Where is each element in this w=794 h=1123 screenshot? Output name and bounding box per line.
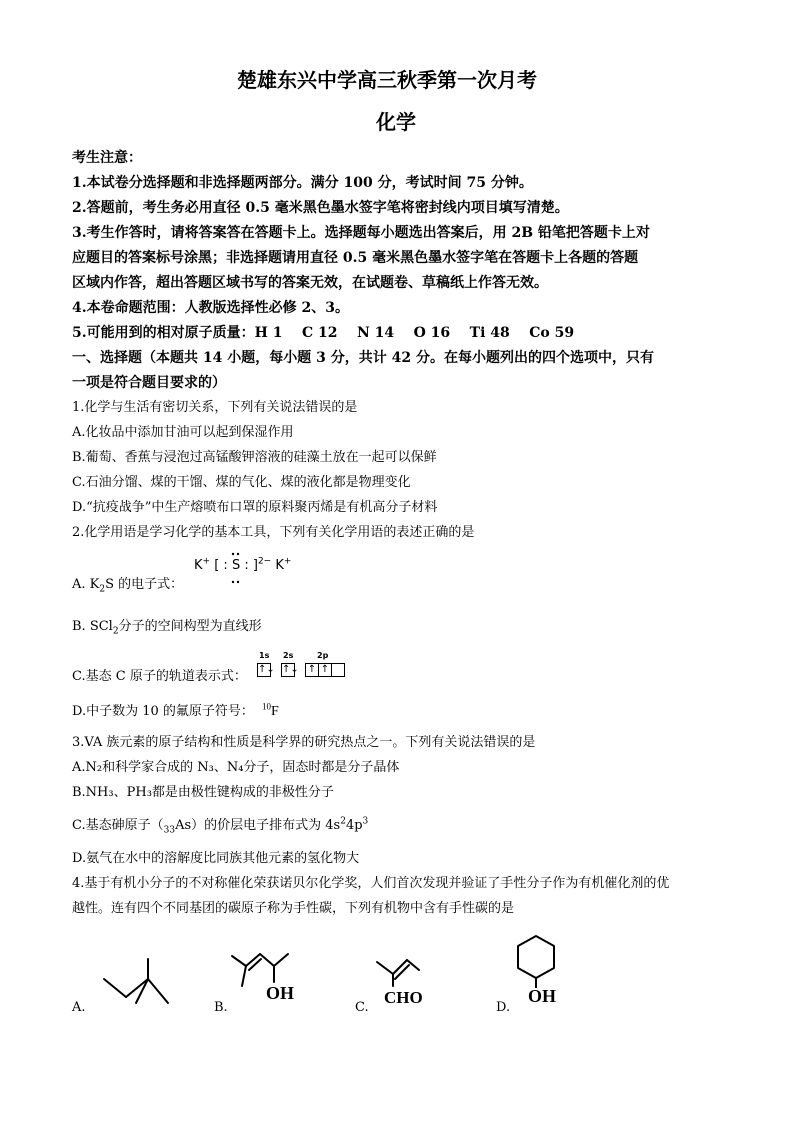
notice-item-5: 5.可能用到的相对原子质量：H 1 C 12 N 14 O 16 Ti 48 Co 59 [72,325,575,341]
q1-option-b: B.葡萄、香蕉与浸泡过高锰酸钾溶液的硅藻土放在一起可以保鲜 [72,450,437,465]
notice-heading: 考生注意： [72,150,142,166]
q3-option-a: A.N₂和科学家合成的 N₃、N₄分子，固态时都是分子晶体 [72,760,400,775]
q4-label-c: C. [355,1000,369,1015]
sulfur-lone-pair-dots [229,552,249,592]
k-ion-left: K [194,558,203,573]
q4-label-a: A. [72,1000,86,1015]
q2-option-d [72,702,279,722]
q4-label-d: D. [496,1000,511,1015]
q2-a-suffix: S 的电子式： [105,577,184,592]
q3-option-d: D.氨气在水中的溶解度比同族其他元素的氢化物大 [72,851,360,866]
q3-c-atomic-number: 33 [163,825,176,836]
bracket-close: : ] [244,558,258,573]
q1-option-a: A.化妆品中添加甘油可以起到保湿作用 [72,425,294,440]
orbital-label-2p: 2p [317,651,329,660]
q3-c-mid: As）的价层电子排布式为 4s [175,818,341,833]
nuclide-element: F [271,704,279,719]
q2-a-prefix: A. K [72,577,100,592]
q2-b-suffix: 分子的空间构型为直线形 [118,619,262,634]
notice-item-4: 4.本卷命题范围：人教版选择性必修 2、3。 [72,300,349,316]
q2-option-a [72,575,183,595]
notice-item-3-cont-1: 应题目的答案标号涂黑；非选择题请用直径 0.5 毫米黑色墨水签字笔在答题卡上各题的答题 [72,250,639,266]
nuclide-mass-number: 10 [262,701,272,712]
orbital-label-2s: 2s [283,651,294,660]
structure-a [100,955,180,1005]
orbital-box-2p-3 [331,663,345,677]
q4-label-b: B. [214,1000,228,1015]
s-charge: 2− [257,556,272,567]
q1-option-c: C.石油分馏、煤的干馏、煤的气化、煤的液化都是物理变化 [72,475,411,490]
q1-stem: 1.化学与生活有密切关系，下列有关说法错误的是 [72,400,358,415]
sulfur-symbol: S [231,558,241,573]
q2-b-prefix: B. SCl [72,619,113,634]
section-heading-line-1: 一、选择题（本题共 14 小题，每小题 3 分，共计 42 分。在每小题列出的四个选项中，只有 [72,350,654,366]
k-ion-right: K [275,558,284,573]
section-heading-line-2: 一项是符合题目要求的） [72,375,226,391]
orbital-label-1s: 1s [259,651,270,660]
q2-a-sub: 2 [99,584,106,595]
q2-stem: 2.化学用语是学习化学的基本工具，下列有关化学用语的表述正确的是 [72,525,475,540]
q3-option-c [72,816,368,836]
structure-b-oh-group: OH [266,983,295,1003]
exam-title: 楚雄东兴中学高三秋季第一次月考 [237,68,537,92]
q4-stem-line-1: 4.基于有机小分子的不对称催化荣获诺贝尔化学奖，人们首次发现并验证了手性分子作为有机催化剂的优 [72,876,670,891]
carbon-orbital-diagram [256,651,346,681]
bracket-open: [ : [214,558,228,573]
q2-option-c: C.基态 C 原子的轨道表示式： [72,669,247,684]
notice-item-3: 3.考生作答时，请将答案答在答题卡上。选择题每小题选出答案后，用 2B 铅笔把答题卡上对 [72,225,650,241]
q3-option-b: B.NH₃、PH₃都是由极性键构成的非极性分子 [72,785,334,800]
q2-b-sub: 2 [112,626,119,637]
q3-stem: 3.VA 族元素的原子结构和性质是科学界的研究热点之一。下列有关说法错误的是 [72,735,536,750]
q4-stem-line-2: 越性。连有四个不同基团的碳原子称为手性碳，下列有机物中含有手性碳的是 [72,901,515,916]
notice-item-1: 1.本试卷分选择题和非选择题两部分。满分 100 分，考试时间 75 分钟。 [72,175,533,191]
q2-option-b [72,617,262,637]
q1-option-d: D.“抗疫战争”中生产熔喷布口罩的原料聚丙烯是有机高分子材料 [72,500,438,515]
orbital-box-2s: ↑↓ [282,664,299,675]
subject-title: 化学 [376,110,416,134]
q3-c-prefix: C.基态砷原子（ [72,818,164,833]
orbital-box-1s: ↑↓ [258,664,275,675]
q3-c-sup1: 2 [340,816,346,827]
orbital-box-2p-2: ↑ [318,663,332,677]
q2-d-text: D.中子数为 10 的氟原子符号： [72,704,254,719]
structure-d [512,934,572,994]
notice-item-2: 2.答题前，考生务必用直径 0.5 毫米黑色墨水签字笔将密封线内项目填写清楚。 [72,200,569,216]
notice-item-3-cont-2: 区域内作答，超出答题区域书写的答案无效，在试题卷、草稿纸上作答无效。 [72,275,548,291]
q3-c-mid2: 4p [345,818,363,833]
k-charge-right: + [283,556,292,567]
structure-d-oh-group: OH [528,986,557,1006]
orbital-box-2p-1: ↑ [305,663,319,677]
structure-c-cho-group: CHO [384,988,423,1007]
q3-c-sup2: 3 [362,816,369,827]
fluorine-nuclide-symbol [262,701,279,719]
k-charge-left: + [202,556,211,567]
